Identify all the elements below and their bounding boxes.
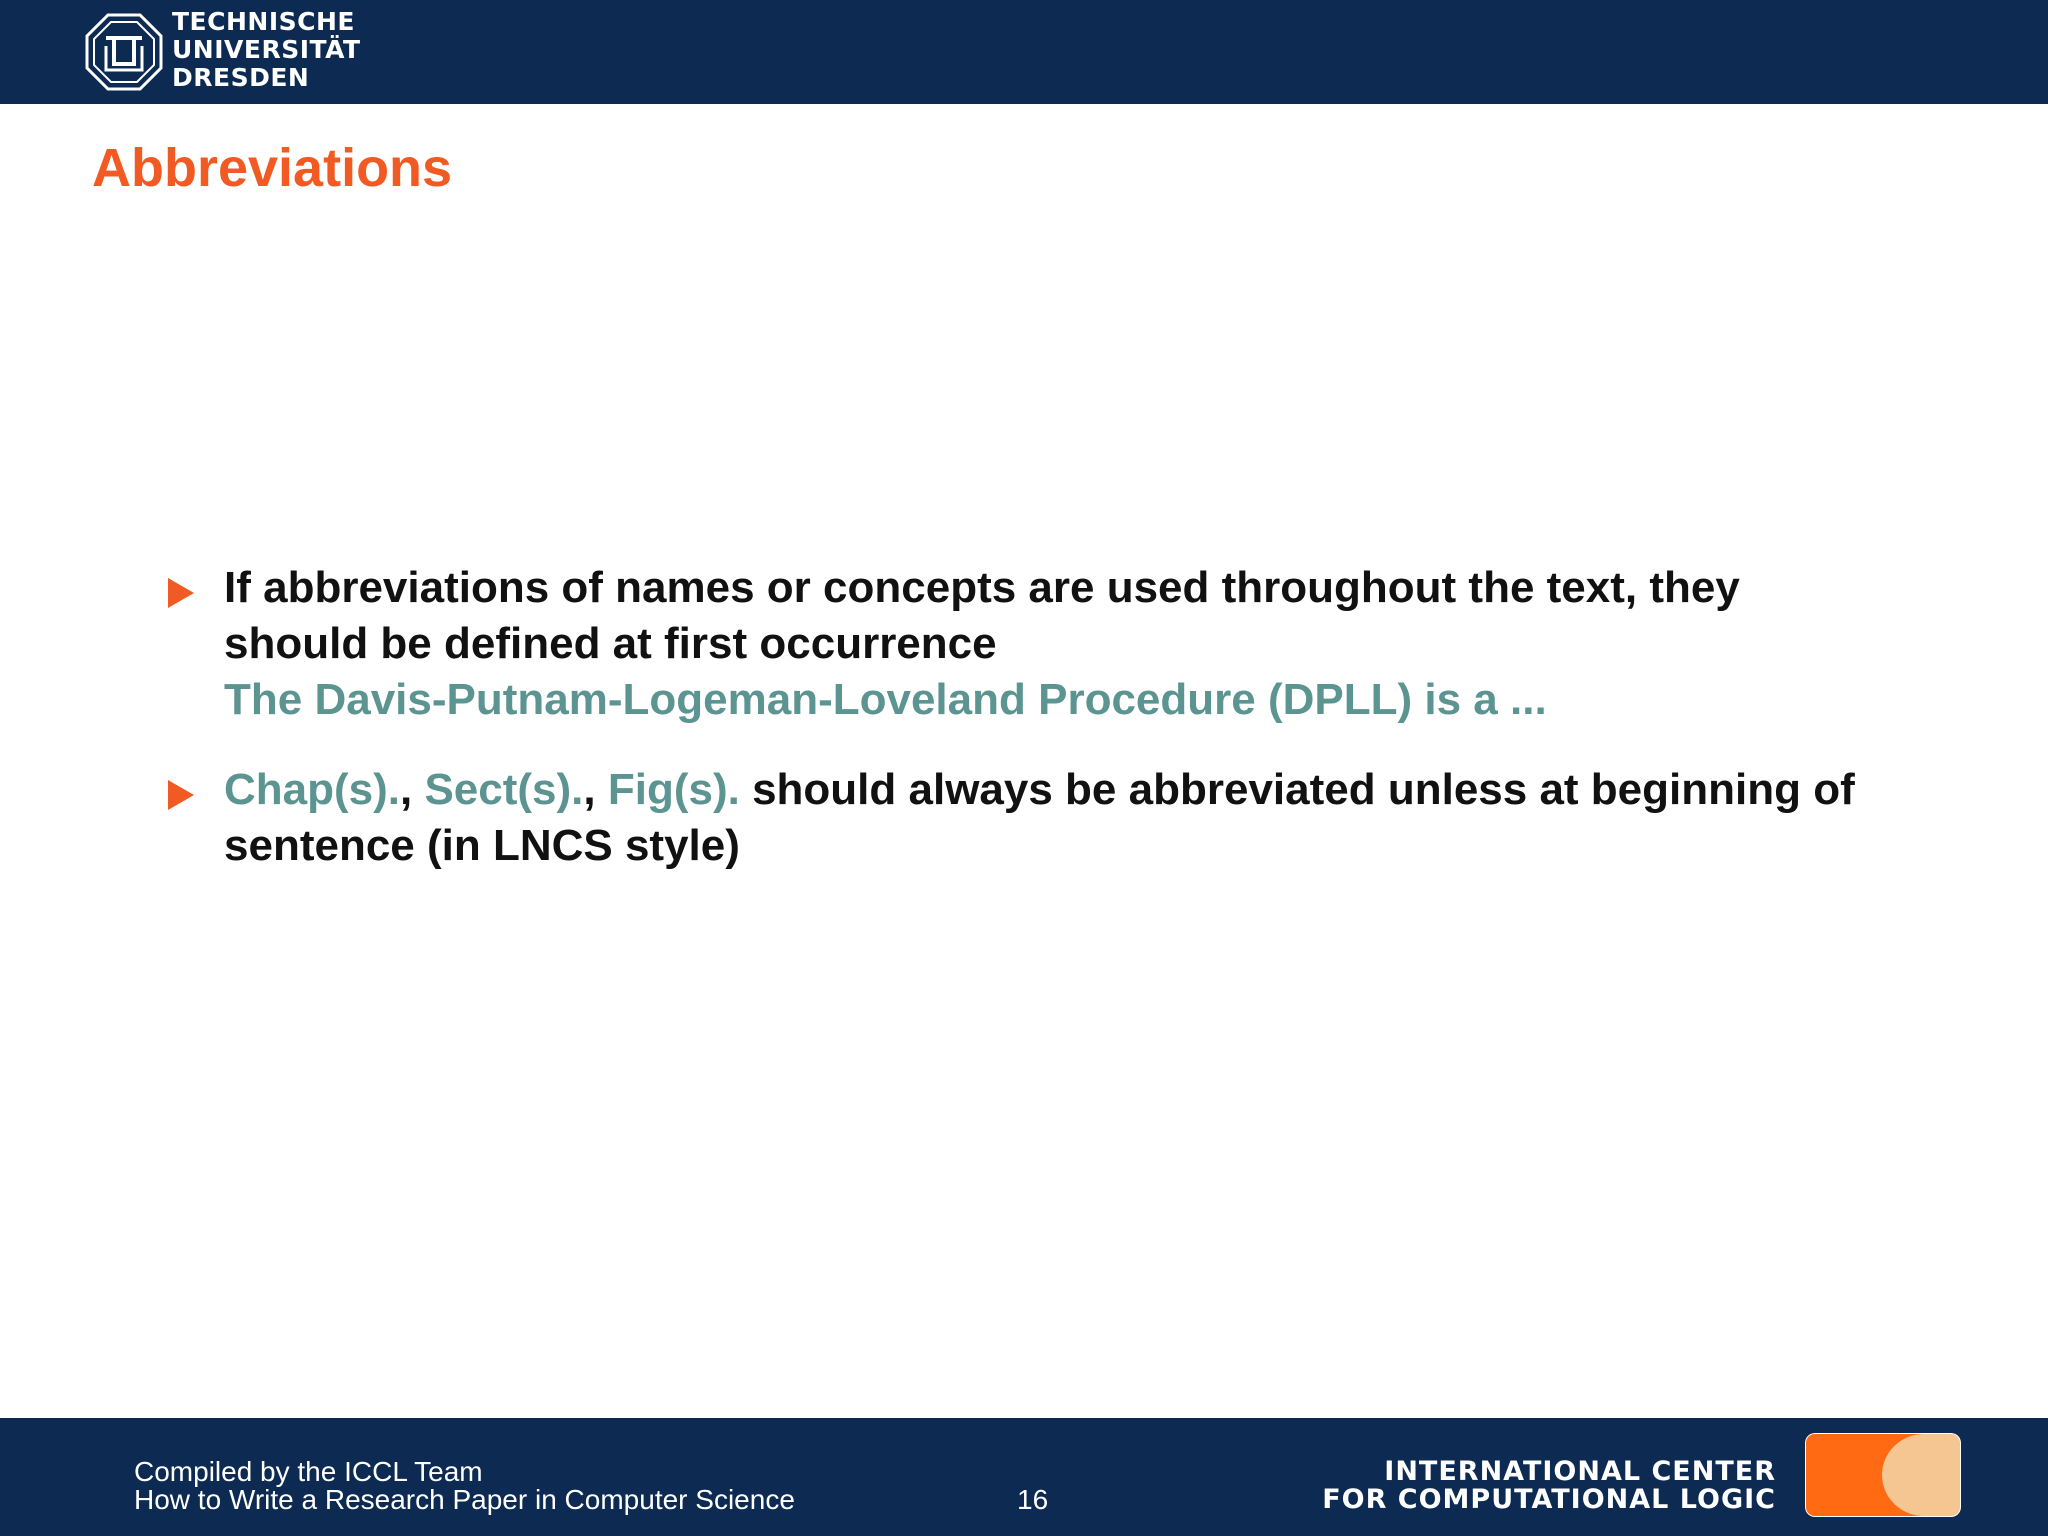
university-name xyxy=(172,8,361,92)
bullet-list xyxy=(168,560,1928,874)
bullet-text-line-1 xyxy=(224,762,1928,818)
footer-credit: Compiled by the ICCL Team xyxy=(134,1456,483,1487)
bullet-text-line-1: If abbreviations of names or concepts are used throughout the text, they xyxy=(224,563,1740,612)
university-name-line-3: DRESDEN xyxy=(172,63,310,92)
triangle-right-icon xyxy=(168,578,194,608)
bullet-text-line-2: should be defined at first occurrence xyxy=(224,619,997,668)
tu-dresden-logo-icon xyxy=(84,12,164,92)
separator: , xyxy=(583,765,608,814)
footer-credits xyxy=(134,1458,795,1514)
slide-footer xyxy=(0,1418,2048,1536)
iccl-name-line-1: INTERNATIONAL CENTER xyxy=(1384,1456,1776,1487)
abbreviation-chapters: Chap(s). xyxy=(224,765,400,814)
iccl-name-line-2: FOR COMPUTATIONAL LOGIC xyxy=(1322,1484,1776,1515)
bullet-item-abbreviations xyxy=(168,762,1928,874)
separator: , xyxy=(400,765,425,814)
iccl-logo-icon xyxy=(1804,1432,1962,1518)
abbreviation-figures: Fig(s). xyxy=(607,765,740,814)
abbreviation-sections: Sect(s). xyxy=(424,765,584,814)
bullet-item-definition xyxy=(168,560,1928,728)
university-name-line-2: UNIVERSITÄT xyxy=(172,35,361,64)
triangle-right-icon xyxy=(168,780,194,810)
page-number: 16 xyxy=(1017,1484,1049,1515)
iccl-name xyxy=(1322,1458,1776,1514)
slide-header xyxy=(0,0,2048,104)
footer-course-title: How to Write a Research Paper in Computer Science xyxy=(134,1484,795,1515)
bullet-text-line-2: sentence (in LNCS style) xyxy=(224,821,740,870)
slide-title: Abbreviations xyxy=(92,138,453,198)
university-name-line-1: TECHNISCHE xyxy=(172,7,355,36)
bullet-example: The Davis-Putnam-Logeman-Loveland Procedure (DPLL) is a ... xyxy=(224,675,1547,724)
bullet-text: should always be abbreviated unless at beginning of xyxy=(739,765,1855,814)
